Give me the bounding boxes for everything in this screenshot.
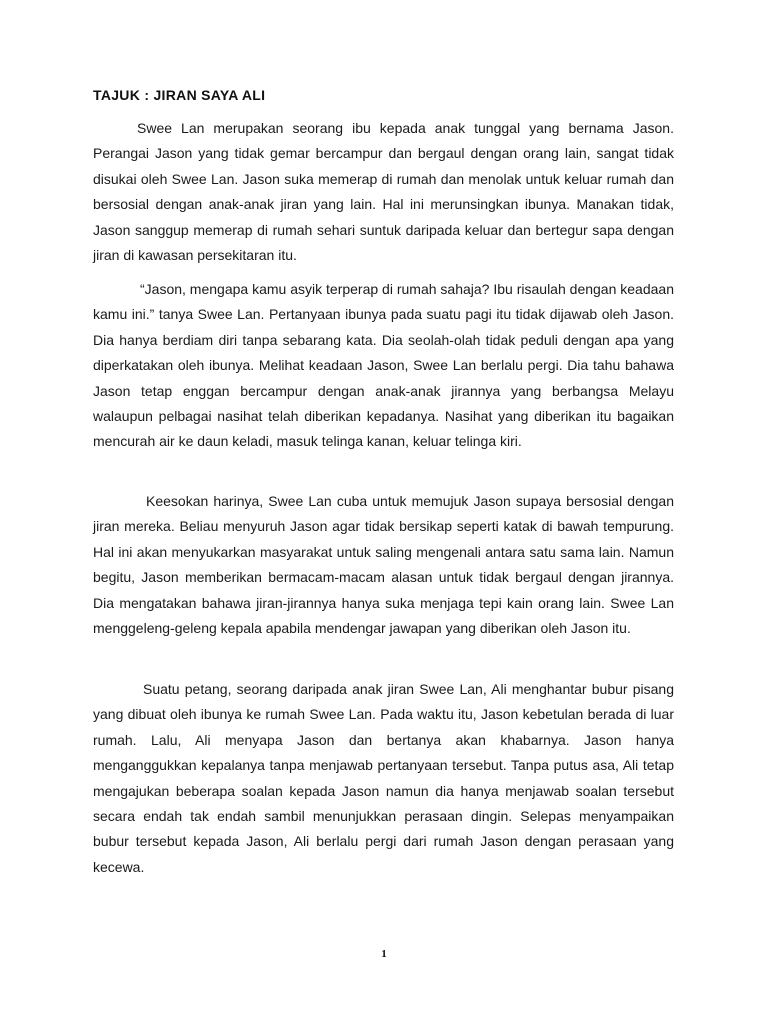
paragraph-4: Suatu petang, seorang daripada anak jiran Swee Lan, Ali menghantar bubur pisang yang dibuat oleh ibunya ke rumah Swee Lan. Pada waktu itu, Jason kebetulan berada di luar rumah. Lalu, Ali menyapa Jason dan bertanya akan khabarnya. Jason hanya menganggukkan kepalanya tanpa menjawab pertanyaan tersebut. Tanpa putus asa, Ali tetap mengajukan beberapa soalan kepada Jason namun dia hanya menjawab soalan tersebut secara endah tak endah sambil menunjukkan perasaan dingin. Selepas menyampaikan bubur tersebut kepada Jason, Ali berlalu pergi dari rumah Jason dengan perasaan yang kecewa. <box>93 681 674 875</box>
page-number: 1 <box>381 948 387 960</box>
paragraph-3: Keesokan harinya, Swee Lan cuba untuk memujuk Jason supaya bersosial dengan jiran mereka. Beliau menyuruh Jason agar tidak bersikap seperti katak di bawah tempurung. Hal ini akan menyukarkan masyarakat untuk saling mengenali antara satu sama lain. Namun begitu, Jason memberikan bermacam-macam alasan untuk tidak bergaul dengan jirannya. Dia mengatakan bahawa jiran-jirannya hanya suka menjaga tepi kain orang lain. Swee Lan menggeleng-geleng kepala apabila mendengar jawapan yang diberikan oleh Jason itu. <box>93 493 674 637</box>
paragraph-1: Swee Lan merupakan seorang ibu kepada anak tunggal yang bernama Jason. Perangai Jason yang tidak gemar bercampur dan bergaul dengan orang lain, sangat tidak disukai oleh Swee Lan. Jason suka memerap di rumah dan menolak untuk keluar rumah dan bersosial dengan anak-anak jiran yang lain. Hal ini merunsingkan ibunya. Manakan tidak, Jason sanggup memerap di rumah sehari suntuk daripada keluar dan bertegur sapa dengan jiran di kawasan persekitaran itu. <box>93 120 674 264</box>
paragraph-2: “Jason, mengapa kamu asyik terperap di rumah sahaja? Ibu risaulah dengan keadaan kamu ini.” tanya Swee Lan. Pertanyaan ibunya pada suatu pagi itu tidak dijawab oleh Jason. Dia hanya berdiam diri tanpa sebarang kata. Dia seolah-olah tidak peduli dengan apa yang diperkatakan oleh ibunya. Melihat keadaan Jason, Swee Lan berlalu pergi. Dia tahu bahawa Jason tetap enggan bercampur dengan anak-anak jirannya yang berbangsa Melayu walaupun pelbagai nasihat telah diberikan kepadanya. Nasihat yang diberikan itu bagaikan mencurah air ke daun keladi, masuk telinga kanan, keluar telinga kiri. <box>93 281 674 450</box>
document-title: TAJUK : JIRAN SAYA ALI <box>93 87 266 103</box>
